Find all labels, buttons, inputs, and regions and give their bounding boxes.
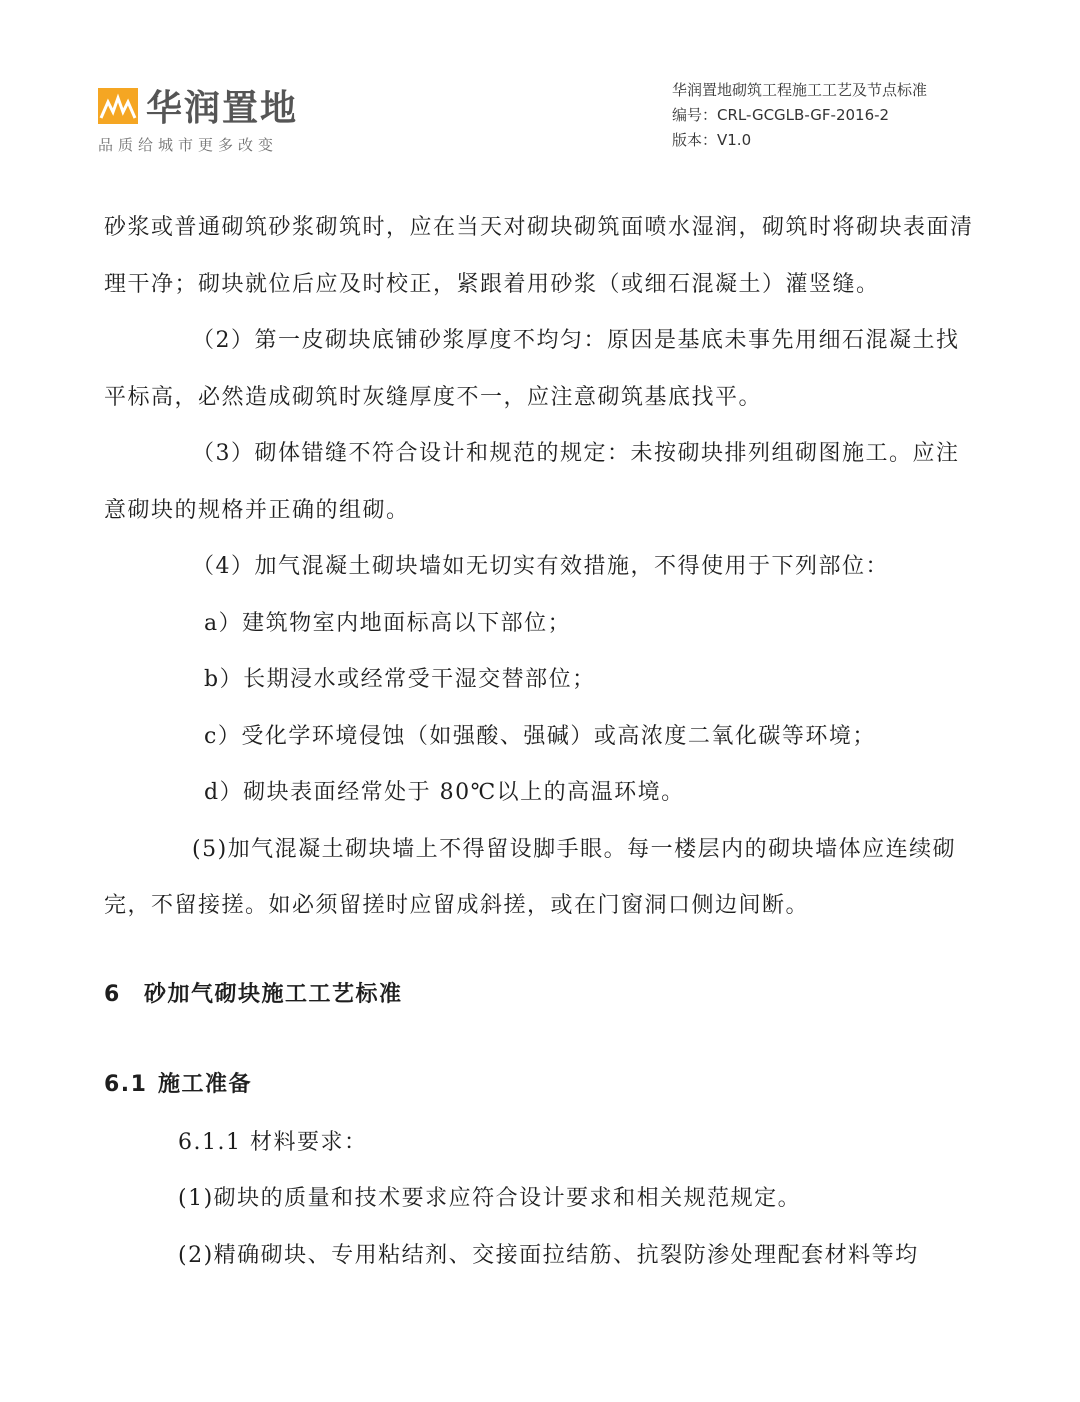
company-logo	[98, 86, 318, 156]
document-title: 华润置地砌筑工程施工工艺及节点标准	[672, 81, 928, 99]
list-item: d）砌块表面经常处于 80℃以上的高温环境。	[204, 780, 685, 805]
subsection-heading	[104, 1055, 980, 1115]
document-body	[104, 200, 980, 1284]
document-number: 编号：CRL-GCGLB-GF-2016-2	[672, 106, 890, 124]
subsection-title: 施工准备	[158, 1071, 253, 1097]
paragraph: 砂浆或普通砌筑砂浆砌筑时，应在当天对砌块砌筑面喷水湿润，砌筑时将砌块表面清理干净；砌块就位后应及时校正，紧跟着用砂浆（或细石混凝土）灌竖缝。	[104, 215, 974, 297]
paragraph: (1)砌块的质量和技术要求应符合设计要求和相关规范规定。	[178, 1186, 802, 1211]
paragraph: （3）砌体错缝不符合设计和规范的规定：未按砌块排列组砌图施工。应注意砌块的规格并正确的组砌。	[104, 441, 960, 523]
page-header	[0, 0, 1080, 170]
paragraph: 6.1.1 材料要求：	[178, 1129, 368, 1155]
paragraph: （2）第一皮砌块底铺砂浆厚度不均匀：原因是基底未事先用细石混凝土找平标高，必然造成砌筑时灰缝厚度不一，应注意砌筑基底找平。	[104, 328, 960, 410]
section-heading	[104, 965, 980, 1025]
paragraph: (2)精确砌块、专用粘结剂、交接面拉结筋、抗裂防渗处理配套材料等均	[178, 1242, 919, 1268]
paragraph: (5)加气混凝土砌块墙上不得留设脚手眼。每一楼层内的砌块墙体应连续砌完，不留接搓。如必须留搓时应留成斜搓，或在门窗洞口侧边间断。	[104, 836, 957, 918]
brand-name: 华润置地	[146, 88, 299, 129]
paragraph: （4）加气混凝土砌块墙如无切实有效措施，不得使用于下列部位：	[192, 554, 889, 579]
document-version: 版本：V1.0	[672, 131, 752, 149]
subsection-number: 6.1	[104, 1071, 148, 1097]
document-info	[672, 78, 927, 153]
list-item: b）长期浸水或经常受干湿交替部位；	[204, 667, 596, 692]
list-item: a）建筑物室内地面标高以下部位；	[204, 610, 572, 636]
section-number: 6	[104, 981, 121, 1007]
logo-mark-icon	[98, 88, 138, 124]
brand-slogan: 品质给城市更多改变	[98, 136, 279, 154]
list-item: c）受化学环境侵蚀（如强酸、强碱）或高浓度二氧化碳等环境；	[204, 723, 876, 749]
section-title: 砂加气砌块施工工艺标准	[144, 981, 403, 1007]
